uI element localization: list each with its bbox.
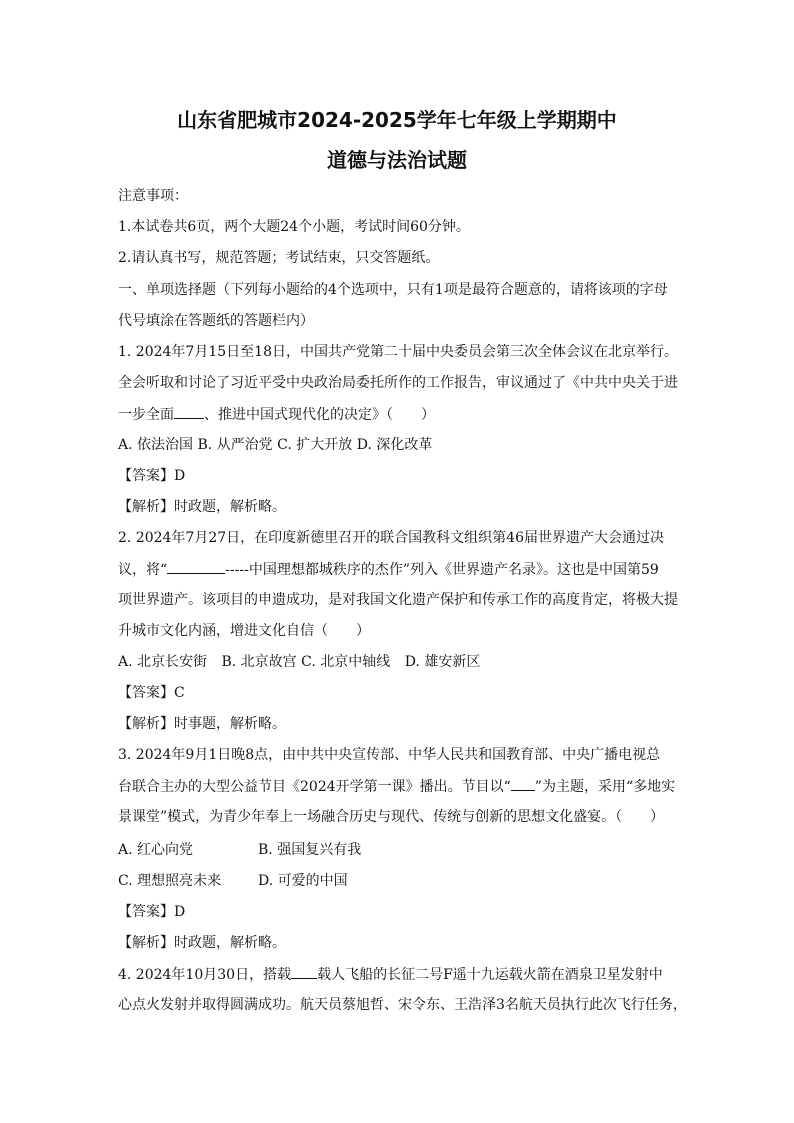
question-3-stem: 3. 2024年9月1日晚8点，由中共中央宣传部、中华人民共和国教育部、中央广播电视总 <box>118 747 661 763</box>
note-item: 1.本试卷共6页，两个大题24个小题，考试时间60分钟。 <box>118 219 470 235</box>
option-b: B. 强国复兴有我 <box>258 842 362 858</box>
section-heading: 一、单项选择题（下列每小题给的4个选项中，只有1项是最符合题意的，请将该项的字母 <box>118 282 668 298</box>
stem-text: 台联合主办的大型公益节目《2024开学第一课》播出。节目以“ <box>118 779 511 795</box>
question-3-answer: 【答案】D <box>118 904 186 920</box>
stem-text: 、推进中国式现代化的决定》（ ） <box>204 407 435 423</box>
fill-blank <box>291 964 317 979</box>
option-d: D. 雄安新区 <box>404 654 481 670</box>
stem-text: -----中国理想都城秩序的杰作”列入《世界遗产名录》。这也是中国第59 <box>225 562 659 578</box>
exam-title-line1: 山东省肥城市2024-2025学年七年级上学期期中 <box>177 108 617 132</box>
option-c: C. 扩大开放 <box>277 437 353 453</box>
question-4-stem <box>118 964 663 985</box>
notes-heading: 注意事项： <box>118 188 188 204</box>
option-a: A. 依法治国 <box>118 437 194 453</box>
option-a: A. 红心向党 <box>118 842 194 858</box>
question-1-answer: 【答案】D <box>118 468 186 484</box>
stem-text: 议，将“ <box>118 562 168 578</box>
exam-title-line2: 道德与法治试题 <box>327 148 467 172</box>
question-2-stem: 项世界遗产。该项目的申遗成功，是对我国文化遗产保护和传承工作的高度肯定，将极大提 <box>118 592 678 608</box>
question-2-analysis: 【解析】时事题，解析略。 <box>118 716 286 732</box>
question-3-analysis: 【解析】时政题，解析略。 <box>118 935 286 951</box>
question-2-stem <box>118 559 659 580</box>
option-a: A. 北京长安街 <box>118 654 208 670</box>
fill-blank <box>174 404 204 419</box>
question-3-options-row1 <box>118 840 361 860</box>
stem-text: 载人飞船的长征二号F遥十九运载火箭在酒泉卫星发射中 <box>317 967 663 983</box>
option-c: C. 北京中轴线 <box>301 654 391 670</box>
fill-blank <box>167 559 225 574</box>
question-1-stem: 全会听取和讨论了习近平受中央政治局委托所作的工作报告，审议通过了《中共中央关于进 <box>118 375 678 391</box>
question-1-analysis: 【解析】时政题，解析略。 <box>118 499 286 515</box>
stem-text: 4. 2024年10月30日，搭载 <box>118 967 292 983</box>
option-d: D. 可爱的中国 <box>258 873 348 889</box>
question-1-stem <box>118 404 435 425</box>
question-3-stem: 景课堂”模式，为青少年奉上一场融合历史与现代、传统与创新的思想文化盛宴。（ ） <box>118 809 665 825</box>
question-2-options <box>118 652 480 672</box>
option-c: C. 理想照亮未来 <box>118 873 222 889</box>
question-1-stem: 1. 2024年7月15日至18日，中国共产党第二十届中央委员会第三次全体会议在北京举行。 <box>118 344 678 360</box>
note-item: 2.请认真书写，规范答题；考试结束，只交答题纸。 <box>118 250 440 266</box>
option-b: B. 北京故宫 <box>221 654 297 670</box>
question-3-stem <box>118 776 675 797</box>
question-2-stem: 2. 2024年7月27日，在印度新德里召开的联合国教科文组织第46届世界遗产大会通过决 <box>118 530 664 546</box>
stem-text: ”为主题，采用“多地实 <box>534 779 676 795</box>
option-b: B. 从严治党 <box>197 437 273 453</box>
stem-text: 一步全面 <box>118 407 174 423</box>
section-heading-cont: 代号填涂在答题纸的答题栏内） <box>118 313 314 329</box>
question-4-stem: 心点火发射并取得圆满成功。航天员蔡旭哲、宋令东、王浩泽3名航天员执行此次飞行任务， <box>118 997 687 1013</box>
question-2-answer: 【答案】C <box>118 685 185 701</box>
option-d: D. 深化改革 <box>356 437 433 453</box>
question-2-stem: 升城市文化内涵，增进文化自信（ ） <box>118 623 370 639</box>
question-1-options <box>118 435 432 455</box>
fill-blank <box>511 776 535 791</box>
question-3-options-row2 <box>118 871 348 891</box>
